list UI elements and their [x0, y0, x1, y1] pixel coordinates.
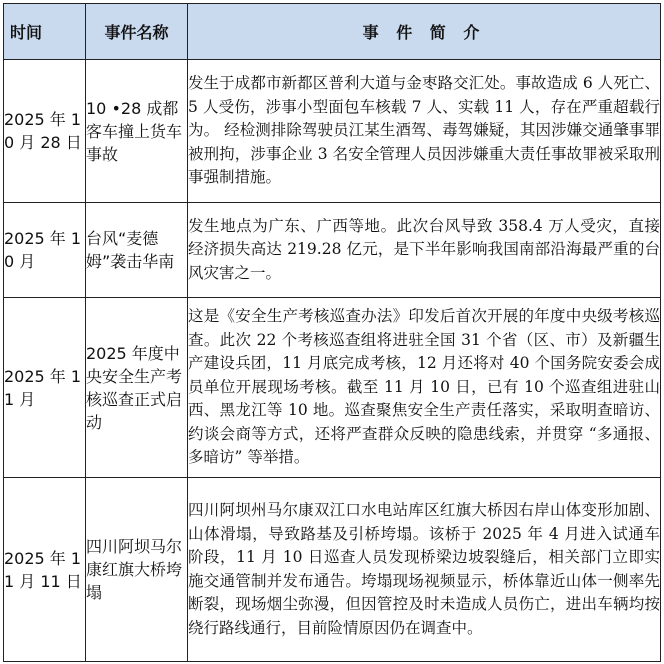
table-row [4, 203, 661, 298]
table-header-row [4, 4, 661, 60]
row-description: 这是《安全生产考核巡查办法》印发后首次开展的年度中央级考核巡查。此次 22 个考核巡查组将进驻全国 31 个省（区、市）及新疆生产建设兵团，11 月底完成考核，12 月还将对 40 个国务院安委会成员单位开展现场考核。截至 11 月 10 日，已有 10 个巡查组进驻山西、黑龙江等 10 地。巡查聚焦安全生产责任落实，采取明查暗访、约谈会商等方式，还将严查群众反映的隐患线索，并贯穿 “多通报、多暗访” 等举措。 [188, 298, 661, 478]
row-event-name: 2025 年度中央安全生产考核巡查正式启动 [86, 298, 188, 478]
row-description: 发生于成都市新都区普利大道与金枣路交汇处。事故造成 6 人死亡、5 人受伤，涉事小型面包车核载 7 人、实载 11 人，存在严重超载行为。 经检测排除驾驶员江某生酒驾、毒驾嫌疑，其因涉嫌交通肇事罪被刑拘，涉事企业 3 名安全管理人员因涉嫌重大责任事故罪被采取刑事强制措施。 [188, 60, 661, 203]
table-row [4, 478, 661, 662]
table-row [4, 60, 661, 203]
row-event-name: 四川阿坝马尔康红旗大桥垮塌 [86, 478, 188, 662]
row-event-name: 10 •28 成都客车撞上货车事故 [86, 60, 188, 203]
row-time: 2025 年 11 月 [4, 298, 86, 478]
row-time: 2025 年 10 月 [4, 203, 86, 298]
row-description: 四川阿坝州马尔康双江口水电站库区红旗大桥因右岸山体变形加剧、山体滑塌，导致路基及引桥垮塌。该桥于 2025 年 4 月进入试通车阶段，11 月 10 日巡查人员发现桥梁边坡裂缝后，相关部门立即实施交通管制并发布通告。垮塌现场视频显示，桥体靠近山体一侧率先断裂，现场烟尘弥漫，但因管控及时未造成人员伤亡，进出车辆均按绕行路线通行，目前险情原因仍在调查中。 [188, 478, 661, 662]
events-table [3, 3, 661, 662]
row-description: 发生地点为广东、广西等地。此次台风导致 358.4 万人受灾，直接经济损失高达 219.28 亿元，是下半年影响我国南部沿海最严重的台风灾害之一。 [188, 203, 661, 298]
header-event-description: 事 件 简 介 [188, 4, 661, 60]
table-row [4, 298, 661, 478]
row-time: 2025 年 10 月 28 日 [4, 60, 86, 203]
header-event-name: 事件名称 [86, 4, 188, 60]
row-event-name: 台风“麦德姆”袭击华南 [86, 203, 188, 298]
header-time: 时间 [4, 4, 86, 60]
row-time: 2025 年 11 月 11 日 [4, 478, 86, 662]
